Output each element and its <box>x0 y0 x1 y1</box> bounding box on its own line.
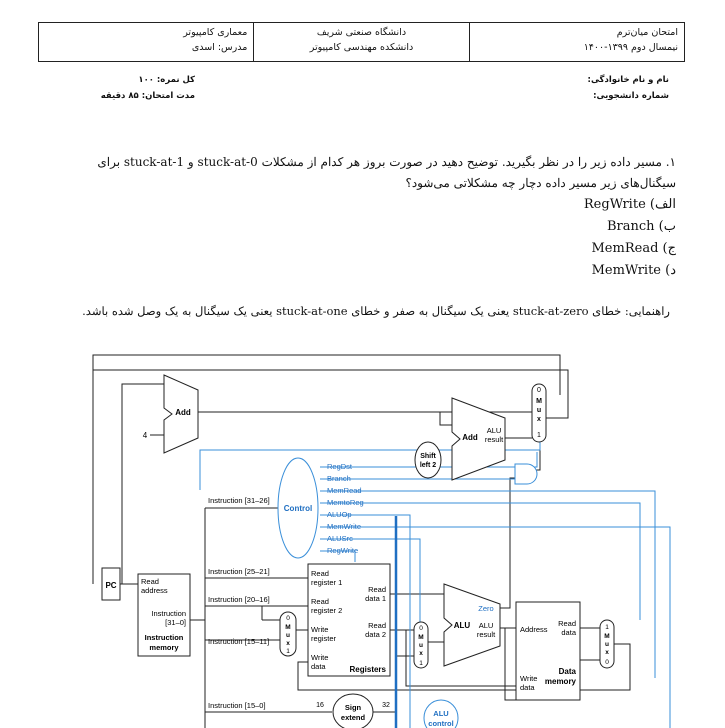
shift-left-unit <box>415 442 441 478</box>
bits32-label: 32 <box>382 702 390 709</box>
sign-extend-label-2: extend <box>340 713 366 722</box>
hint: راهنمایی: خطای stuck-at-zero یعنی یک سیگنال به صفر و خطای stuck-at-one یعنی یک سیگنال به یک وصل شده باشد. <box>82 304 670 318</box>
mux-top-x: x <box>537 416 541 423</box>
control-label: Control <box>283 504 313 513</box>
mux-alu-x: x <box>419 650 423 657</box>
instruction-label-1: Instruction <box>151 609 186 618</box>
mux-top-m: M <box>536 398 542 405</box>
read-reg1-label-2: register 1 <box>311 578 343 587</box>
shift-left-label-1: Shift <box>420 453 436 460</box>
datapath-diagram <box>0 340 725 728</box>
signal-aluop: ALUOp <box>327 510 352 519</box>
pc-to-add-line <box>122 384 164 584</box>
four-label: 4 <box>142 431 148 440</box>
question-1 <box>40 152 676 282</box>
option-c: ج) MemRead <box>591 241 676 256</box>
mux-mem-m: M <box>604 633 610 640</box>
read-reg2-label-2: register 2 <box>311 606 343 615</box>
instruction-memory-label-2: memory <box>149 643 179 652</box>
signal-memtoreg: MemtoReg <box>327 498 364 507</box>
zero-to-and <box>496 478 515 608</box>
option-d: د) MemWrite <box>591 263 676 278</box>
instr-20-16-label: Instruction [20–16] <box>208 595 270 604</box>
and-gate <box>515 464 537 484</box>
read-address-label-1: Read <box>141 577 159 586</box>
signal-regdst: RegDst <box>327 462 353 471</box>
sign-extend-label-1: Sign <box>344 703 362 712</box>
signal-memread: MemRead <box>327 486 362 495</box>
instr-15-11-label: Instruction [15–11] <box>208 637 270 646</box>
student-name-label: نام و نام خانوادگی: <box>587 75 669 85</box>
instr-25-21-label: Instruction [25–21] <box>208 567 270 576</box>
mem-write-data-label-2: data <box>520 683 535 692</box>
mux-top-1: 1 <box>537 432 541 439</box>
zero-label: Zero <box>478 604 494 613</box>
exam-type: امتحان میان‌ترم <box>616 27 678 38</box>
instruction-memory-label-1: Instruction <box>144 633 184 642</box>
read-data2-label-2: data 2 <box>365 630 386 639</box>
total-score: کل نمره: ۱۰۰ <box>138 75 195 85</box>
mux-top-0: 0 <box>537 387 541 394</box>
data-memory-label-1: Data <box>558 667 576 676</box>
exam-info <box>101 72 195 104</box>
alu-label: ALU <box>453 621 471 630</box>
mux-alu-m: M <box>418 634 424 641</box>
pc-label: PC <box>105 581 117 590</box>
header-table <box>38 22 685 62</box>
student-id-label: شماره دانشجویی: <box>593 91 669 101</box>
option-a: الف) RegWrite <box>583 197 676 212</box>
read-data-label-1: Read <box>558 619 576 628</box>
read-data-label-2: data <box>561 628 576 637</box>
mux-reg-1: 1 <box>286 648 290 655</box>
mux-reg-m: M <box>285 624 291 631</box>
alu-control-label-1: ALU <box>433 709 449 718</box>
add2-alu-label: ALU <box>486 426 502 435</box>
signal-memwrite: MemWrite <box>327 522 362 531</box>
write-data-label-2: data <box>311 662 326 671</box>
add2-label: Add <box>462 433 478 442</box>
question-number: ۱. <box>665 155 676 169</box>
shift-left-label-2: left 2 <box>419 462 437 469</box>
signal-regwrite: RegWrite <box>327 546 359 555</box>
course-title: معماری کامپیوتر <box>183 27 248 38</box>
alu-control-label-2: control <box>428 719 454 728</box>
exam-time: مدت امتحان: ۸۵ دقیقه <box>100 91 195 101</box>
add1-label: Add <box>175 408 191 417</box>
read-reg1-label-1: Read <box>311 569 329 578</box>
mux-alu-0: 0 <box>419 625 423 632</box>
mux-alu-u: u <box>419 642 423 649</box>
question-body: مسیر داده زیر را در نظر بگیرید. توضیح دهید در صورت بروز هر کدام از مشکلات stuck-at-0 و stuck-at-1 برای سیگنال‌های زیر مسیر داده دچار چه مشکلاتی می‌شود؟ <box>97 155 676 190</box>
header-university-cell <box>254 23 469 62</box>
read-data2-label-1: Read <box>368 621 386 630</box>
read-address-label-2: address <box>141 586 168 595</box>
alu-result-label-2: result <box>476 630 496 639</box>
add2-result-label: result <box>484 435 504 444</box>
mux-reg-0: 0 <box>286 615 290 622</box>
read-data1-label-1: Read <box>368 585 386 594</box>
semester: نیمسال دوم ۱۳۹۹-۱۴۰۰ <box>583 42 678 53</box>
registers-label: Registers <box>349 665 386 674</box>
mux-mem-u: u <box>605 641 609 648</box>
option-b: ب) Branch <box>607 219 676 234</box>
mux-top-u: u <box>536 407 542 414</box>
mux-mem-0: 0 <box>605 659 609 666</box>
data-memory-label-2: memory <box>544 677 576 686</box>
address-label: Address <box>520 625 548 634</box>
university-name: دانشگاه صنعتی شریف <box>316 27 407 38</box>
mux-alu-1: 1 <box>419 660 423 667</box>
instr-31-26-label: Instruction [31–26] <box>208 496 270 505</box>
mux-reg-x: x <box>286 640 290 647</box>
instructor: مدرس: اسدی <box>191 42 248 53</box>
header-exam-cell <box>469 23 684 62</box>
header-course-cell <box>39 23 254 62</box>
mem-write-data-label-1: Write <box>520 674 538 683</box>
alu-result-label-1: ALU <box>478 621 494 630</box>
student-info <box>588 72 669 104</box>
mux-mem-x: x <box>605 649 609 656</box>
write-reg-label-2: register <box>311 634 337 643</box>
instruction-label-2: [31–0] <box>165 618 186 627</box>
read-reg2-label-1: Read <box>311 597 329 606</box>
write-reg-label-1: Write <box>311 625 329 634</box>
instr-15-0-label: Instruction [15–0] <box>208 701 266 710</box>
write-data-label-1: Write <box>311 653 329 662</box>
mux-mem-1: 1 <box>605 624 609 631</box>
read-data1-label-2: data 1 <box>365 594 386 603</box>
bits16-label: 16 <box>316 702 324 709</box>
question-text <box>40 152 676 194</box>
signal-alusrc: ALUSrc <box>327 534 353 543</box>
mux-reg-u: u <box>286 632 290 639</box>
add1-out-line <box>198 412 452 425</box>
signal-branch: Branch <box>327 474 351 483</box>
department-name: دانشکده مهندسی کامپیوتر <box>309 42 414 53</box>
